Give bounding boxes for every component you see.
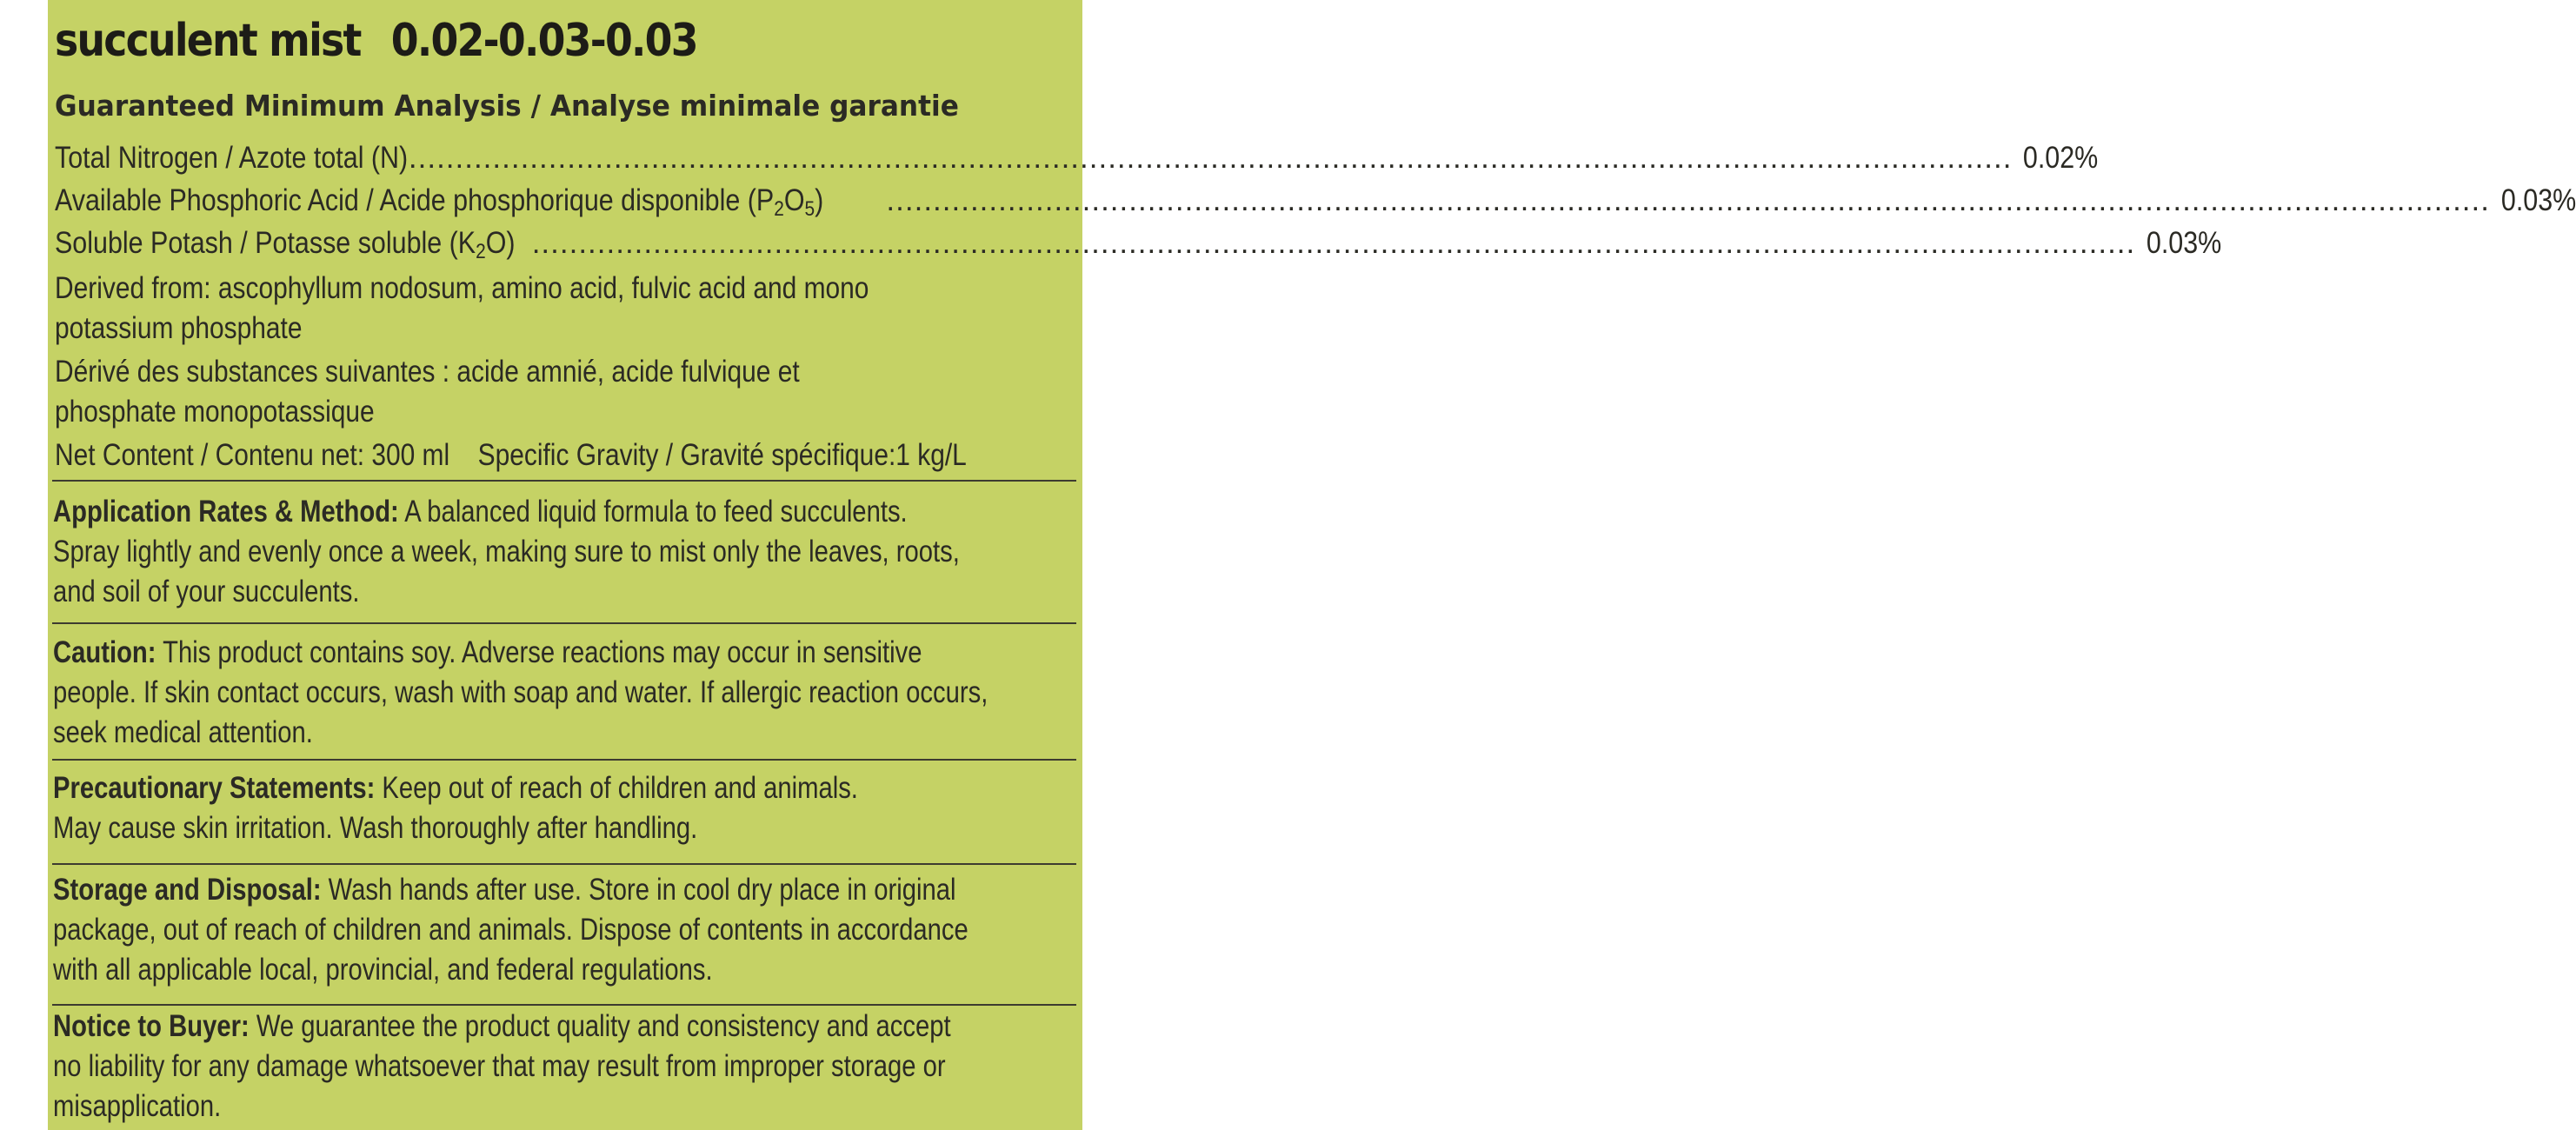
nutrient-label: Available Phosphoric Acid / Acide phosphorique disponible $(P_2O_5)$: [55, 183, 824, 221]
leader-dots: ............................................................................................................................................................................: [531, 226, 2136, 260]
notice-section: Notice to Buyer: We guarantee the product quality and consistency and accept no liability for any damage whatsoever that may result from improper storage or misapplication.: [53, 1009, 951, 1123]
section-heading: Caution:: [53, 635, 156, 669]
fertilizer-grade: 0.02-0.03-0.03: [390, 15, 697, 67]
storage-section: Storage and Disposal: Wash hands after use. Store in cool dry place in original package, out of reach of children and animals. Dispose of contents in accordance with all applicable local, provincial, and federal regulations.: [53, 873, 968, 987]
nutrient-row-potash: [55, 223, 2222, 264]
section-heading: Storage and Disposal:: [53, 873, 322, 907]
leader-dots: ............................................................................................................................................................................: [408, 141, 2013, 175]
caution-section: Caution: This product contains soy. Adverse reactions may occur in sensitive people. If skin contact occurs, wash with soap and water. If allergic reaction occurs, seek medical attention.: [53, 635, 988, 749]
section-heading: Precautionary Statements:: [53, 771, 376, 805]
divider: [52, 863, 1076, 865]
divider: [52, 480, 1076, 482]
net-content: Net Content / Contenu net: 300 ml: [55, 438, 450, 472]
divider: [52, 622, 1076, 624]
nutrient-label: Soluble Potash / Potasse soluble $(K_2O)$: [55, 226, 516, 263]
nutrient-row-phosphoric-acid: [55, 180, 2576, 222]
nutrient-value: 0.03%: [2500, 183, 2576, 217]
nutrient-value: 0.02%: [2023, 141, 2099, 175]
application-section: Application Rates & Method: A balanced liquid formula to feed succulents. Spray lightly and evenly once a week, making sure to mist only the leaves, roots, and soil of your succulents.: [53, 495, 960, 608]
nutrient-value: 0.03%: [2147, 226, 2222, 260]
section-heading: Notice to Buyer:: [53, 1009, 250, 1043]
nutrient-label: Total Nitrogen / Azote total (N): [55, 141, 409, 175]
divider: [52, 1004, 1076, 1006]
derived-from-french: Dérivé des substances suivantes : acide amnié, acide fulvique et phosphate monopotassique: [55, 355, 800, 429]
divider: [52, 759, 1076, 761]
analysis-heading: Guaranteed Minimum Analysis / Analyse minimale garantie: [55, 89, 959, 123]
net-content-row: [55, 435, 967, 475]
derived-from-english: Derived from: ascophyllum nodosum, amino acid, fulvic acid and mono potassium phosphate: [55, 271, 869, 345]
nutrient-row-nitrogen: [55, 137, 2099, 179]
product-title: [55, 10, 697, 71]
leader-dots: ............................................................................................................................................................................: [886, 183, 2490, 217]
precautionary-section: Precautionary Statements: Keep out of reach of children and animals. May cause skin irritation. Wash thoroughly after handling.: [53, 771, 858, 845]
product-name: succulent mist: [55, 15, 361, 67]
specific-gravity: Specific Gravity / Gravité spécifique:1 kg/L: [477, 438, 967, 472]
section-heading: Application Rates & Method:: [53, 495, 399, 528]
